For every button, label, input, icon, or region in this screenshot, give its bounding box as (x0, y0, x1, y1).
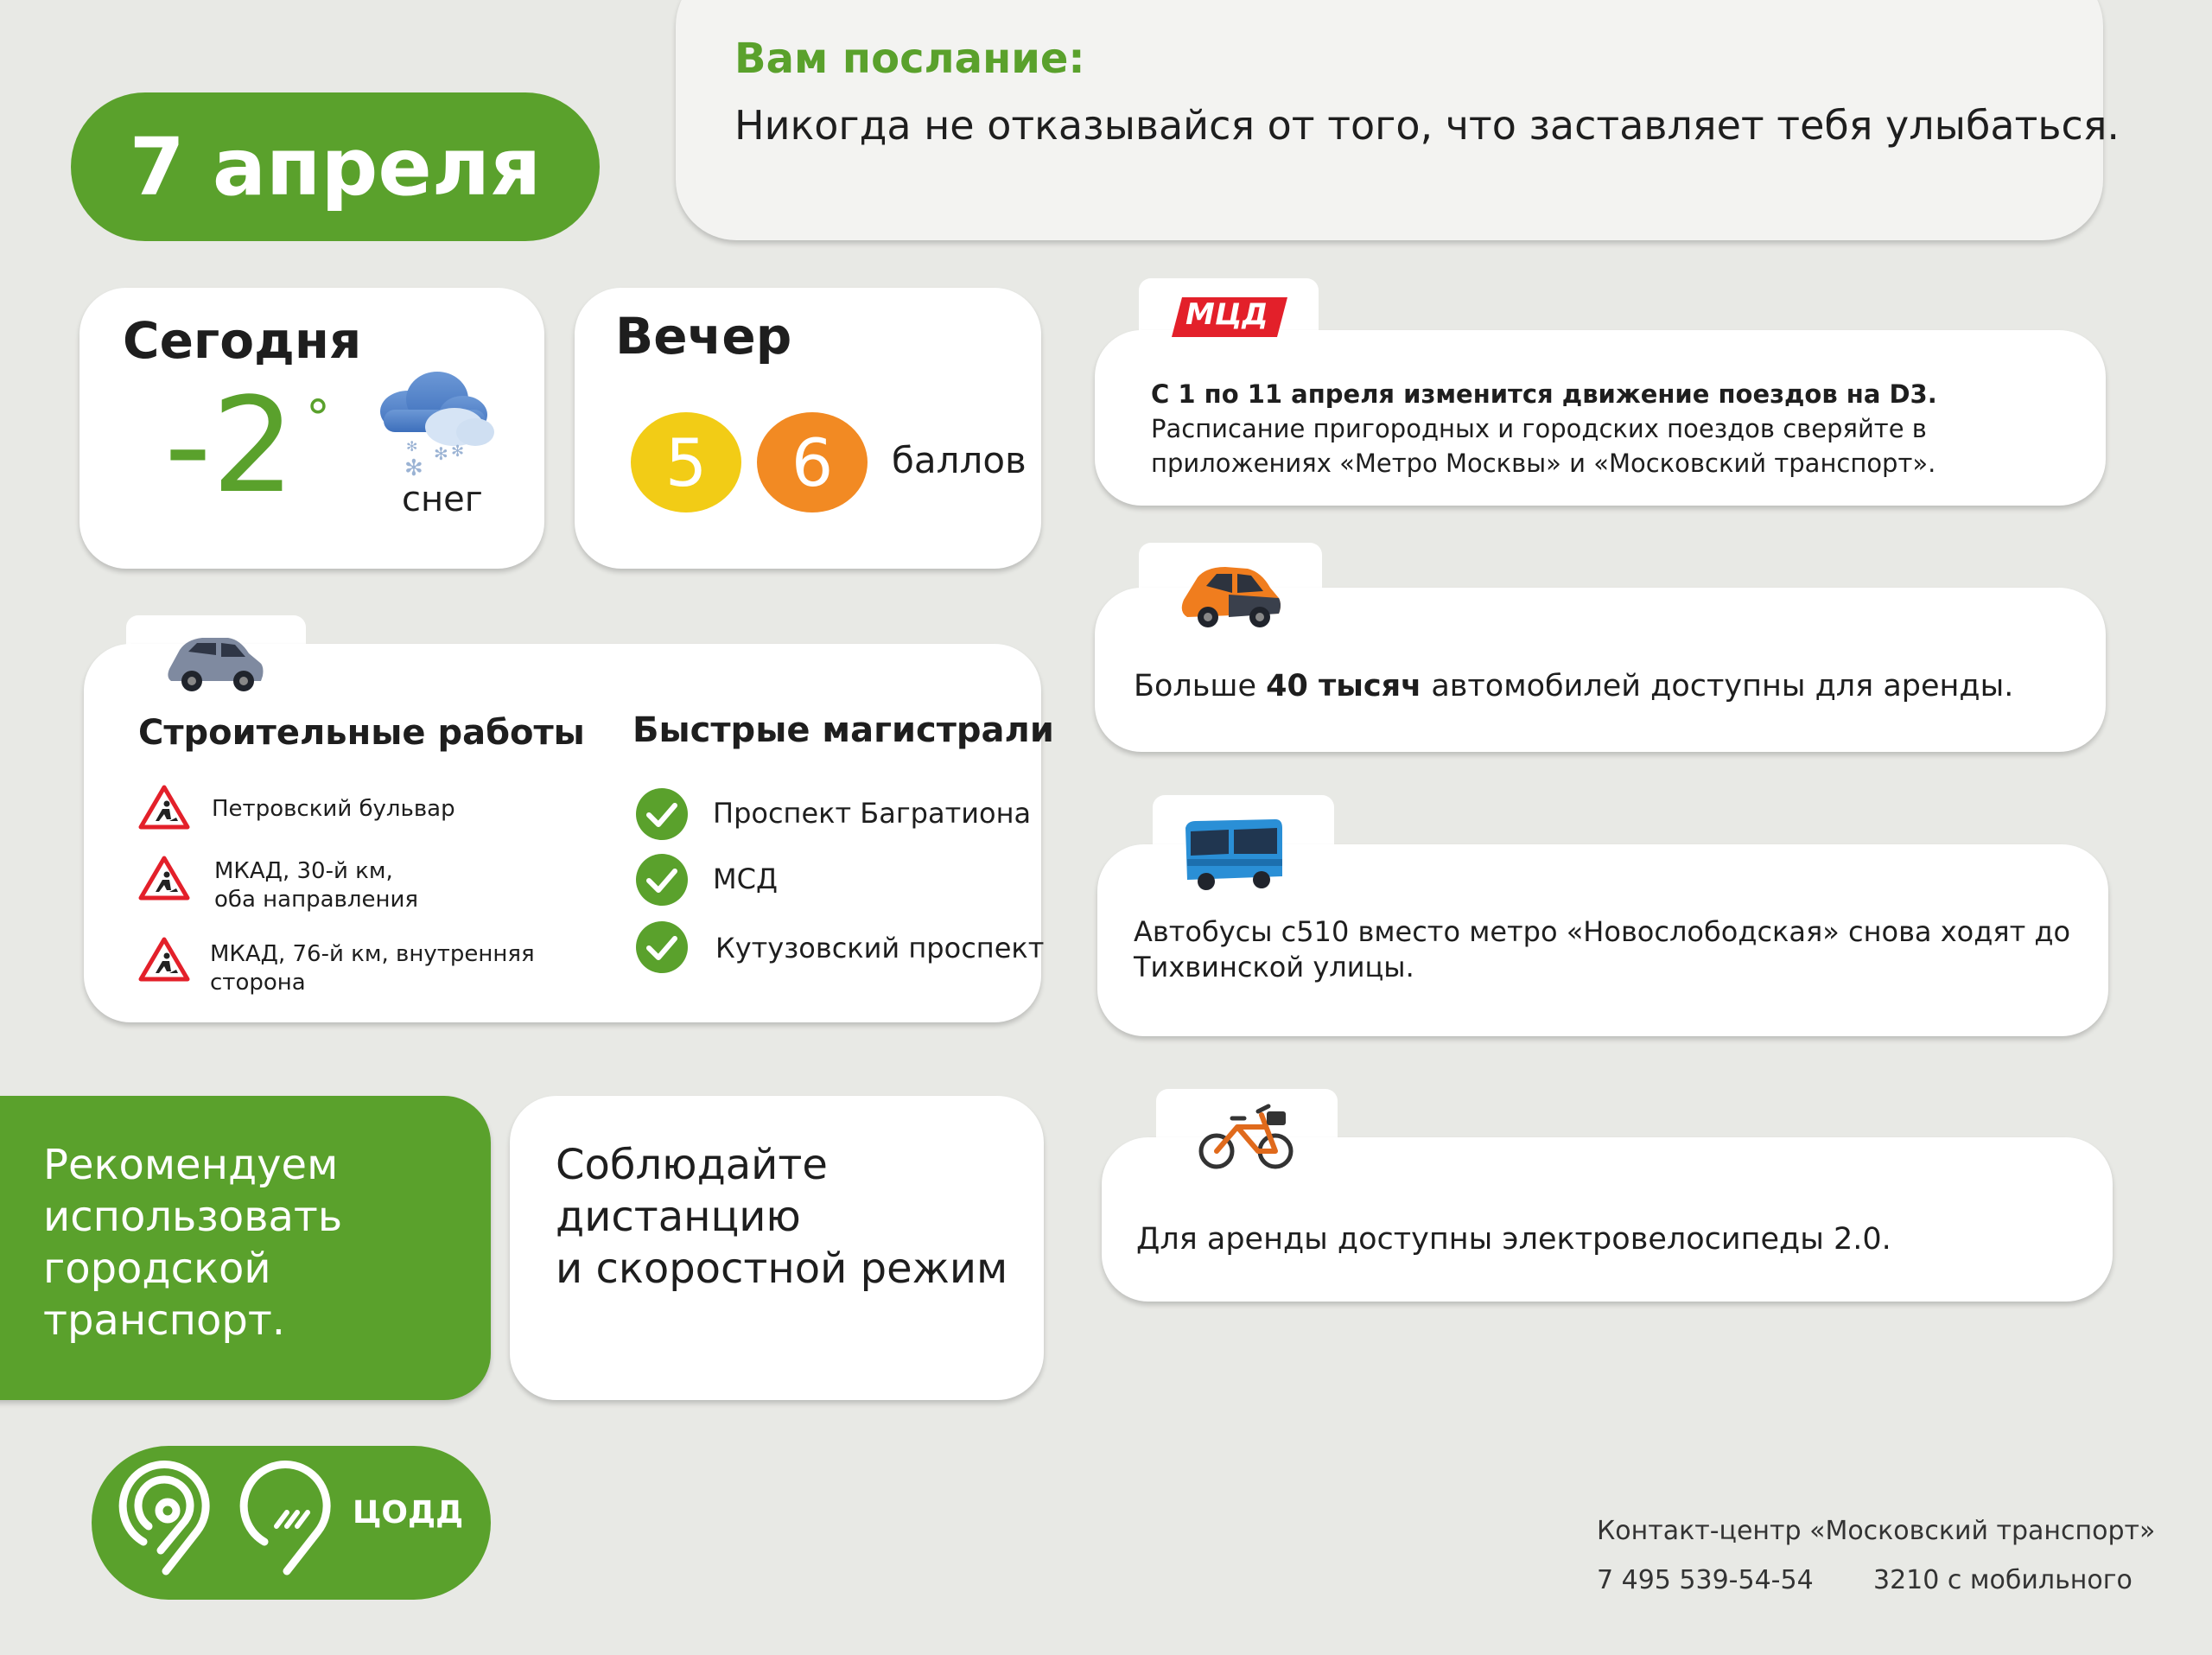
carsharing-car-icon (1177, 557, 1286, 640)
construction-item-line: МКАД, 76-й км, внутренняя (210, 941, 535, 967)
bus-text (1134, 914, 2093, 985)
weather-condition: снег (402, 480, 483, 519)
recommend-line: Рекомендуем (43, 1141, 339, 1189)
construction-item-line: оба направления (214, 887, 418, 913)
traffic-score-unit: баллов (892, 439, 1027, 481)
distance-line: дистанцию (556, 1193, 801, 1241)
check-circle-icon (634, 920, 690, 975)
contact-center-title: Контакт-центр «Московский транспорт» (1597, 1516, 2156, 1546)
construction-item-line: МКАД, 30-й км, (214, 858, 393, 884)
construction-item (210, 940, 535, 997)
construction-item (212, 795, 455, 824)
car-icon (162, 624, 268, 698)
distance-line: и скоростной режим (556, 1244, 1008, 1293)
highways-title: Быстрые магистрали (632, 710, 1054, 750)
mcd-badge-label: МЦД (1185, 297, 1268, 332)
codd-logo-icon (114, 1461, 339, 1586)
construction-item-line: сторона (210, 970, 306, 996)
roadwork-warning-icon (138, 785, 190, 830)
distance-text (556, 1139, 1022, 1295)
bike-text: Для аренды доступны электровелосипеды 2.0. (1136, 1222, 1891, 1257)
today-title: Сегодня (123, 311, 362, 370)
roadwork-warning-icon (138, 856, 190, 901)
check-circle-icon (634, 852, 690, 907)
recommend-line: транспорт. (43, 1296, 286, 1345)
date-badge: 7 апреля (71, 92, 600, 241)
svg-text:✻: ✻ (451, 442, 465, 461)
mcd-line: приложениях «Метро Москвы» и «Московский транспорт». (1151, 449, 1936, 478)
highway-item: Проспект Багратиона (713, 797, 1032, 830)
electric-bike-icon (1198, 1094, 1294, 1172)
bus-line: Тихвинской улицы. (1134, 951, 1414, 983)
contact-mobile-number[interactable]: 3210 с мобильного (1873, 1565, 2133, 1595)
construction-item-line: Петровский бульвар (212, 796, 455, 822)
distance-line: Соблюдайте (556, 1141, 828, 1189)
bus-line: Автобусы с510 вместо метро «Новослободская» снова ходят до (1134, 915, 2071, 948)
recommend-line: городской (43, 1244, 271, 1293)
construction-title: Строительные работы (138, 713, 585, 753)
degree-sign: ° (306, 391, 330, 447)
traffic-score-badge: 5 (631, 412, 741, 512)
check-circle-icon (634, 786, 690, 842)
message-text: Никогда не отказывайся от того, что заставляет тебя улыбаться. (734, 102, 2120, 149)
svg-text:✻: ✻ (434, 443, 448, 464)
highway-item: МСД (713, 863, 778, 895)
traffic-score-badge: 6 (757, 412, 868, 512)
recommend-text (43, 1139, 449, 1346)
snow-cloud-icon (372, 361, 501, 482)
highway-item: Кутузовский проспект (715, 932, 1045, 964)
bus-icon (1180, 816, 1286, 892)
construction-item (214, 857, 418, 914)
svg-text:✻: ✻ (406, 438, 418, 455)
carsharing-text (1134, 669, 2013, 703)
carsharing-prefix: Больше (1134, 669, 1267, 703)
contact-phone[interactable]: 7 495 539-54-54 (1597, 1565, 1814, 1595)
temperature-value: -2 (164, 369, 296, 522)
svg-text:✻: ✻ (404, 455, 423, 481)
roadwork-warning-icon (138, 937, 190, 982)
mcd-line: С 1 по 11 апреля изменится движение поездов на D3. (1151, 379, 1937, 409)
mcd-line: Расписание пригородных и городских поездов сверяйте в (1151, 414, 1927, 443)
evening-title: Вечер (615, 307, 792, 366)
message-title: Вам послание: (734, 35, 1085, 83)
recommend-line: использовать (43, 1193, 343, 1241)
carsharing-suffix: автомобилей доступны для аренды. (1421, 669, 2014, 703)
carsharing-highlight: 40 тысяч (1266, 669, 1422, 703)
mcd-text (1151, 377, 2084, 481)
logo-text: ЦОДД (353, 1495, 464, 1531)
